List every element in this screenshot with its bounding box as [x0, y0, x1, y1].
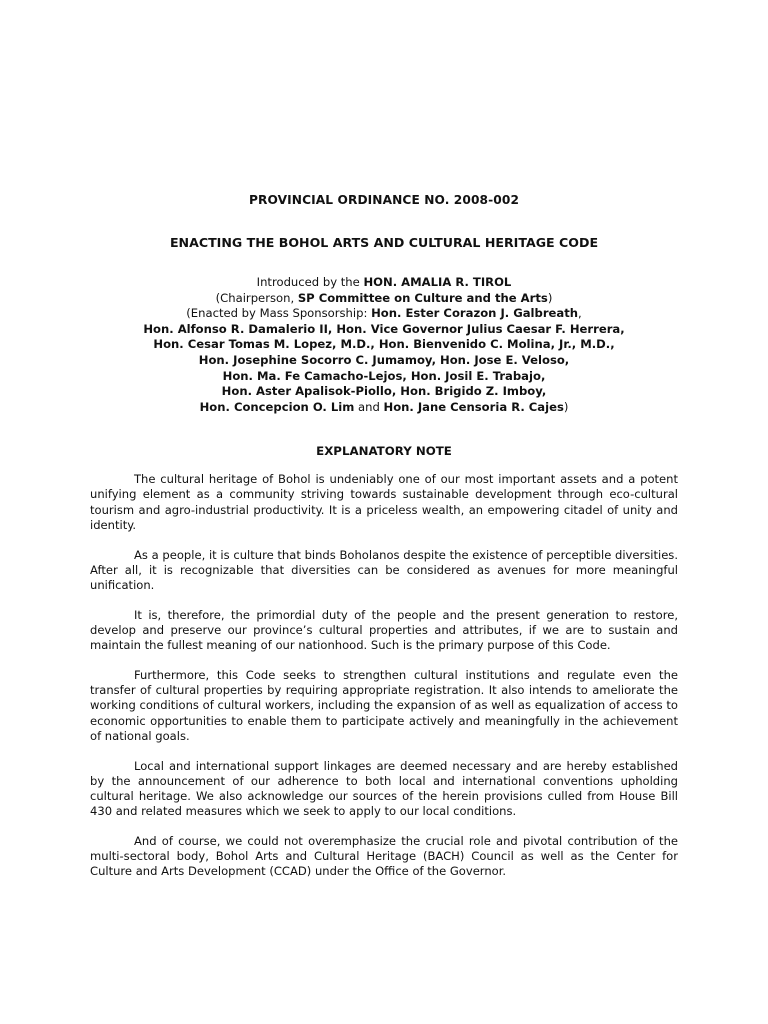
chairperson-close: )	[547, 290, 553, 305]
introduced-by-line	[90, 275, 678, 291]
explanatory-note-heading: EXPLANATORY NOTE	[316, 444, 452, 459]
sponsorship-block	[90, 275, 678, 415]
ordinance-number: PROVINCIAL ORDINANCE NO. 2008-002	[248, 193, 520, 207]
sponsor-lim: Hon. Concepcion O. Lim	[199, 399, 355, 414]
sponsor-line: Hon. Alfonso R. Damalerio II, Hon. Vice Governor Julius Caesar F. Herrera,	[143, 321, 625, 336]
final-sponsor-line	[90, 400, 678, 416]
code-title: ENACTING THE BOHOL ARTS AND CULTURAL HERITAGE CODE	[169, 235, 599, 250]
sponsor-line: Hon. Ma. Fe Camacho-Lejos, Hon. Josil E. Trabajo,	[222, 368, 546, 383]
explanatory-note-body	[90, 472, 678, 879]
committee-name: SP Committee on Culture and the Arts	[297, 290, 548, 305]
enacted-comma: ,	[578, 306, 582, 321]
paragraph: Local and international support linkages are deemed necessary and are hereby established by the announcement of our adherence to both local and international conventions upholding cultural heritage. We also acknowledge our sources of the herein provisions culled from House Bill 430 and related measures which we seek to apply to our local conditions.	[90, 758, 678, 819]
paragraph: And of course, we could not overemphasize the crucial role and pivotal contribution of the multi-sectoral body, Bohol Arts and Cultural Heritage (BACH) Council as well as the Center for Culture and Arts Development (CCAD) under the Office of the Governor.	[90, 834, 678, 879]
chairperson-open: (Chairperson,	[215, 290, 298, 305]
sponsor-line: Hon. Josephine Socorro C. Jumamoy, Hon. Jose E. Veloso,	[198, 352, 570, 367]
sponsor-cajes: Hon. Jane Censoria R. Cajes	[383, 399, 564, 414]
paragraph: As a people, it is culture that binds Boholanos despite the existence of perceptible diversities. After all, it is recognizable that diversities can be considered as avenues for more meaningful unification.	[90, 547, 678, 592]
paragraph: Furthermore, this Code seeks to strengthen cultural institutions and regulate even the transfer of cultural properties by requiring appropriate registration. It also intends to ameliorate the working conditions of cultural workers, including the expansion of as well as equalization of access to economic opportunities to enable them to participate actively and meaningfully in the achievement of national goals.	[90, 668, 678, 743]
document-content	[90, 192, 678, 894]
introducer-name: HON. AMALIA R. TIROL	[363, 275, 512, 289]
chairperson-line	[90, 291, 678, 307]
enacted-by-line	[90, 306, 678, 322]
sponsor-conjunction: and	[354, 399, 384, 414]
introduced-by-prefix: Introduced by the	[256, 275, 364, 289]
paragraph: The cultural heritage of Bohol is undeniably one of our most important assets and a potent unifying element as a community striving towards sustainable development through eco-cultural tourism and agro-industrial productivity. It is a priceless wealth, an empowering citadel of unity and identity.	[90, 472, 678, 532]
sponsor-line: Hon. Cesar Tomas M. Lopez, M.D., Hon. Bienvenido C. Molina, Jr., M.D.,	[153, 337, 615, 352]
sponsor-line: Hon. Aster Apalisok-Piollo, Hon. Brigido Z. Imboy,	[221, 384, 547, 399]
first-sponsor: Hon. Ester Corazon J. Galbreath	[371, 306, 579, 321]
enacted-by-prefix: (Enacted by Mass Sponsorship:	[186, 306, 372, 321]
paragraph: It is, therefore, the primordial duty of the people and the present generation to restore, develop and preserve our province’s cultural properties and attributes, if we are to sustain and maintain the fullest meaning of our nationhood. Such is the primary purpose of this Code.	[90, 608, 678, 653]
sponsors-close: )	[563, 399, 569, 414]
